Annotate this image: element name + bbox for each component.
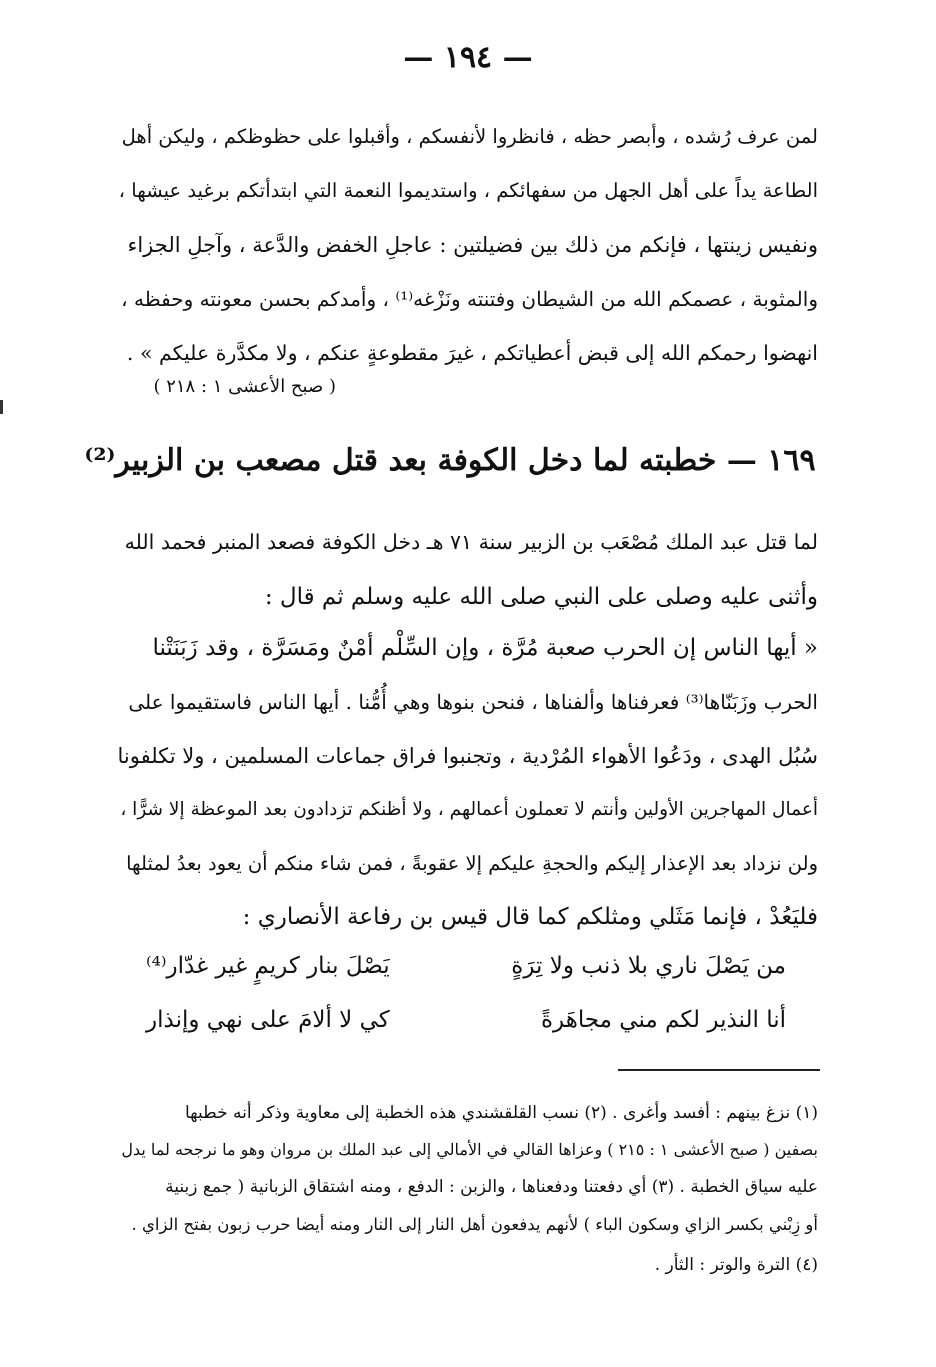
text-line: « أيها الناس إن الحرب صعبة مُرَّة ، وإن السِّلْم أمْنٌ ومَسَرَّة ، وقد زَبَنَتْنا xyxy=(152,635,818,661)
footnote-line: (٤) الترة والوتر : الثأر . xyxy=(654,1255,818,1275)
footnote-separator xyxy=(618,1069,820,1071)
text-line: ولن نزداد بعد الإعذار إليكم والحجةِ عليكم إلا عقوبةً ، فمن شاء منكم أن يعود بعدُ لمثلها xyxy=(126,852,818,875)
text-line: الحرب وزَبَنّاها⁽³⁾ فعرفناها وألفناها ، فنحن بنوها وهي أُمُّنا . أيها الناس فاستقيموا على xyxy=(128,690,818,714)
text-line: سُبُل الهدى ، ودَعُوا الأهواء المُرْدية ، وتجنبوا فراق جماعات المسلمين ، ولا تكلفونا xyxy=(117,744,818,768)
page-number: — ١٩٤ — xyxy=(403,40,533,75)
footnote-line: (١) نزغ بينهم : أفسد وأغرى . (٢) نسب القلقشندي هذه الخطبة إلى معاوية وذكر أنه خطبها xyxy=(184,1103,818,1123)
section-heading: ١٦٩ — خطبته لما دخل الكوفة بعد قتل مصعب بن الزبير⁽²⁾ xyxy=(84,443,816,478)
text-line: فليَعُدْ ، فإنما مَثَلي ومثلكم كما قال قيس بن رفاعة الأنصاري : xyxy=(242,904,818,930)
verse-second-hemistich: يَصْلَ بنار كريمٍ غير غدّار⁽⁴⁾ xyxy=(146,953,390,979)
text-line: أعمال المهاجرين الأولين وأنتم لا تعملون أعمالهم ، ولا أظنكم تزدادون بعد الموعظة إلا شرًّا ، xyxy=(120,799,818,820)
footnote-line: بصفين ( صبح الأعشى ١ : ٢١٥ ) وعزاها القالي في الأمالي إلى عبد الملك بن مروان وهو ما نرجحه لما يدل xyxy=(121,1140,818,1159)
text-line: وأثنى عليه وصلى على النبي صلى الله عليه وسلم ثم قال : xyxy=(264,584,818,610)
text-line: والمثوبة ، عصمكم الله من الشيطان وفتنته ونَزْغه⁽¹⁾ ، وأمدكم بحسن معونته وحفظه ، xyxy=(121,287,818,311)
text-line: ونفيس زينتها ، فإنكم من ذلك بين فضيلتين : عاجلِ الخفض والدَّعة ، وآجلِ الجزاء xyxy=(127,233,818,257)
verse-first-hemistich: من يَصْلَ ناري بلا ذنب ولا تِرَةٍ xyxy=(511,953,786,979)
text-line: لمن عرف رُشده ، وأبصر حظه ، فانظروا لأنفسكم ، وأقبلوا على حظوظكم ، وليكن أهل xyxy=(121,125,818,148)
text-line: الطاعة يداً على أهل الجهل من سفهائكم ، واستديموا النعمة التي ابتدأتكم برغيد عيشها ، xyxy=(118,179,818,202)
source-citation: ( صبح الأعشى ١ : ٢١٨ ) xyxy=(153,376,336,397)
footnote-line: أو زِبْني بكسر الزاي وسكون الباء ) لأنهم يدفعون أهل النار إلى النار ومنه أيضا حرب زبون بفتح الزاي . xyxy=(131,1215,818,1234)
verse-first-hemistich: أنا النذير لكم مني مجاهَرةً xyxy=(540,1007,786,1033)
verse-line xyxy=(146,1000,786,1040)
footnote-line: عليه سياق الخطبة . (٣) أي دفعتنا ودفعناها ، والزبن : الدفع ، ومنه اشتقاق الزبانية ( جمع زبنية xyxy=(165,1177,818,1197)
verse-second-hemistich: كي لا ألامَ على نهي وإنذار xyxy=(146,1007,390,1033)
text-line: لما قتل عبد الملك مُصْعَب بن الزبير سنة ٧١ هـ دخل الكوفة فصعد المنبر فحمد الله xyxy=(124,530,818,554)
scan-margin-mark xyxy=(0,400,3,414)
text-line: انهضوا رحمكم الله إلى قبض أعطياتكم ، غيرَ مقطوعةٍ عنكم ، ولا مكدَّرة عليكم » . xyxy=(126,341,818,365)
verse-line xyxy=(146,946,786,986)
